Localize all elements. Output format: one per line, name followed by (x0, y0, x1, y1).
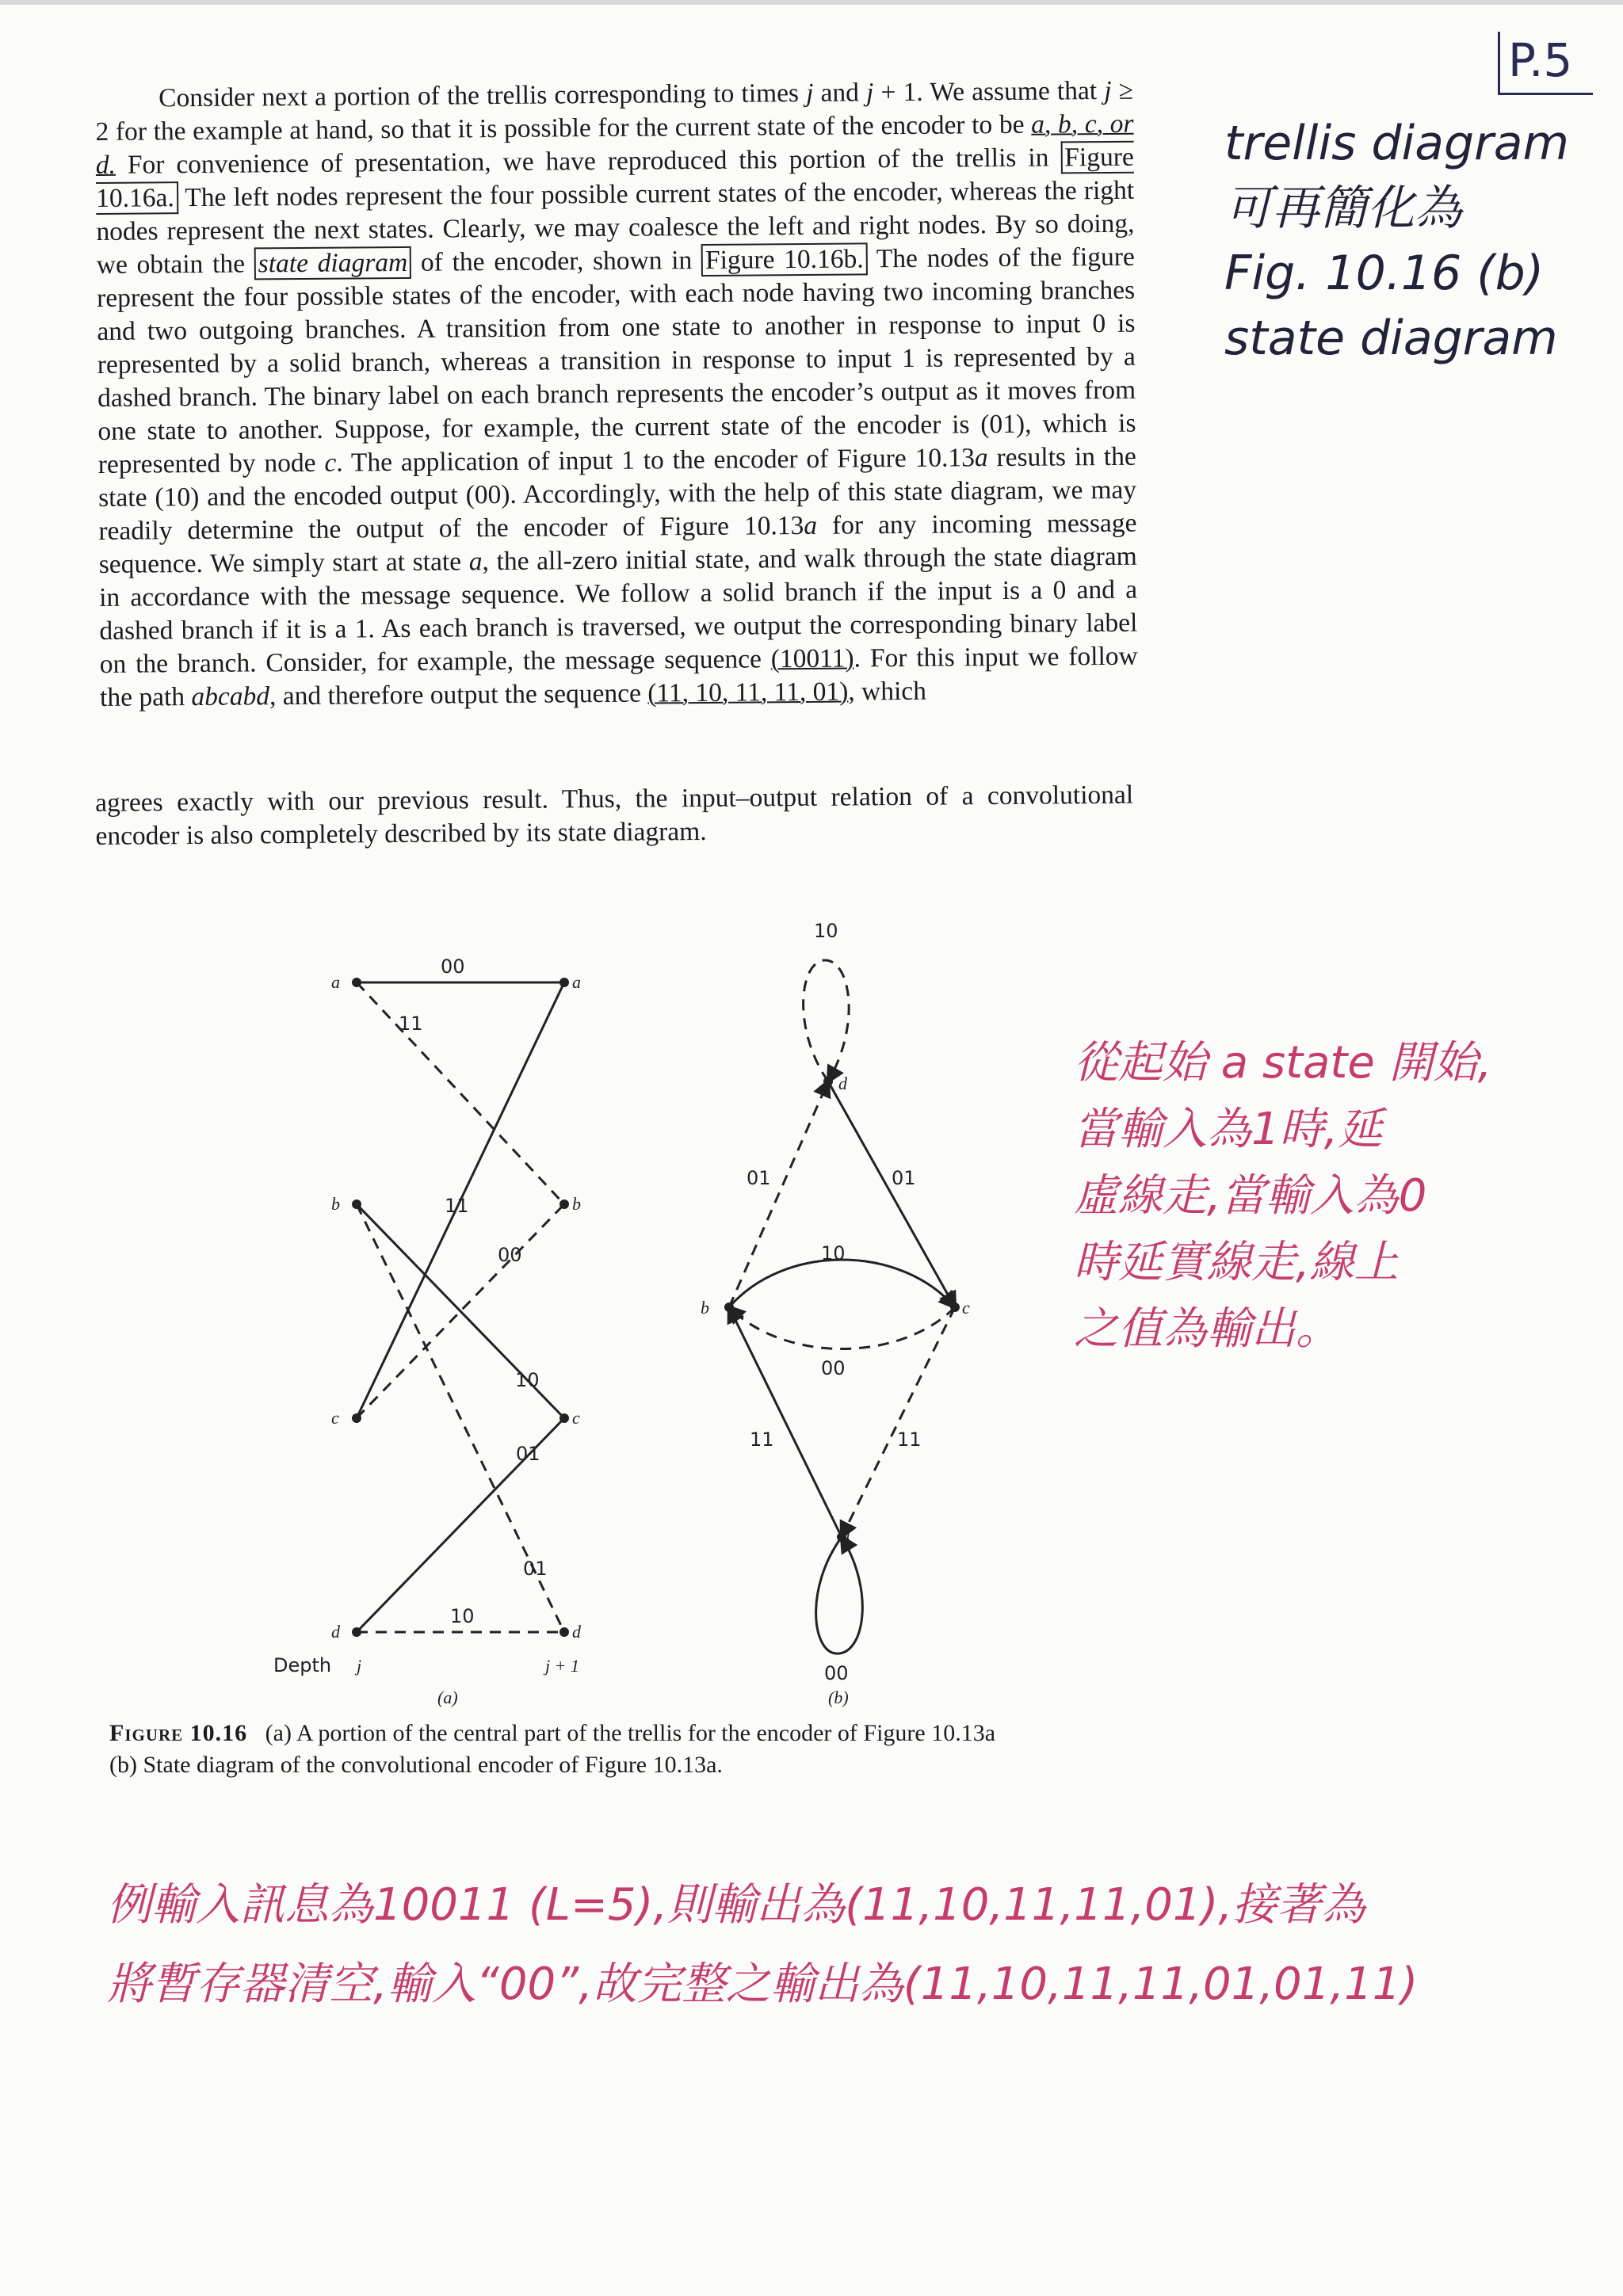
pink-note-line: 當輸入為1時,延 (1074, 1104, 1383, 1155)
trellis-right-label-d: d (572, 1622, 581, 1642)
state-node-b (724, 1302, 734, 1312)
trellis-edge-label: 01 (523, 1558, 548, 1580)
state-edge-label: 00 (824, 1662, 849, 1684)
message-sequence: (10011) (770, 643, 854, 674)
state-diagram-term: state diagram (254, 246, 412, 280)
trellis-node-right-c (559, 1413, 569, 1423)
trellis-edge-label: 11 (445, 1195, 469, 1217)
trellis-right-label-c: c (572, 1408, 580, 1428)
trellis-edge-label: 10 (450, 1605, 475, 1627)
state-edge-c-a (842, 1307, 955, 1537)
figure-10-16 (0, 911, 1623, 1711)
state-edge-label: 00 (821, 1357, 846, 1379)
trellis-left-label-b: b (331, 1194, 340, 1214)
state-label-d: d (838, 1074, 847, 1093)
state-edge-label: 10 (814, 920, 838, 942)
trellis-node-left-a (352, 978, 361, 987)
trellis-j-label: j (357, 1656, 362, 1676)
trellis-edge-label: 00 (441, 955, 465, 978)
caption-line-1: Figure 10.16 (a) A portion of the central part of the trellis for the encoder of Figure 10.13a (109, 1720, 996, 1746)
figure-ref-a: Figure 10.16a. (96, 142, 1134, 213)
pink-note-line: 從起始 a state 開始, (1074, 1037, 1492, 1089)
pink-note-line: 將暫存器清空,輸入“00”,故完整之輸出為(11,10,11,11,01,01,11) (107, 1958, 1419, 2010)
paragraph-2: agrees exactly with our previous result. Thus, the input–output relation of a convolutional encoder is also completely described by its state diagram. (95, 780, 1134, 851)
state-node-d (823, 1077, 833, 1086)
trellis-right-label-a: a (572, 972, 581, 992)
top-rule (0, 0, 1623, 5)
trellis-edge-label: 00 (498, 1244, 522, 1266)
blue-note-line: 可再簡化為 (1224, 181, 1462, 236)
blue-note-line: Fig. 10.16 (b) (1224, 246, 1545, 301)
paragraph-1: Consider next a portion of the trellis corresponding to times j and j + 1. We assume that j ≥ 2 for the example at hand, so that it is possible for the current state of the encoder to be a, b, c, or d. For convenience of presentation, we have reproduced this portion of the trellis in Figure 10.16a. The left nodes represent the four possible current states of the encoder, whereas the right nodes represent the next states. Clearly, we may coalesce the left and right nodes. By so doing, we obtain the state diagram of the encoder, shown in Figure 10.16b. The nodes of the figure represent the four possible states of the encoder, with each node having two incoming branches and two outgoing branches. A transition from one state to another in response to input 0 is represented by a solid branch, whereas a transition in response to input 1 is represented by a dashed branch. The binary label on each branch represents the encoder’s output as it moves from one state to another. Suppose, for example, the current state of the encoder is (01), which is represented by node c. The application of input 1 to the encoder of Figure 10.13a results in the state (10) and the encoded output (00). Accordingly, with the help of this state diagram, we may readily determine the output of the encoder of Figure 10.13a for any incoming message sequence. We simply start at state a, the all-zero initial state, and walk through the state diagram in accordance with the message sequence. We follow a solid branch if the input is a 0 and a dashed branch if it is a 1. As each branch is traversed, we output the corresponding binary label on the branch. Consider, for example, the message sequence (10011). For this input we follow the path abcabd, and therefore output the sequence (11, 10, 11, 11, 01), which (95, 75, 1138, 712)
handwritten-pink-note-bottom (107, 1866, 1597, 2024)
trellis-left-label-c: c (331, 1408, 339, 1428)
trellis-node-left-b (352, 1199, 361, 1209)
output-sequence: (11, 10, 11, 11, 01) (647, 677, 849, 708)
state-edge-d-d (804, 960, 850, 1081)
trellis-right-label-b: b (572, 1194, 581, 1214)
page-number: P.5 (1498, 32, 1593, 95)
pink-note-line: 時延實線走,線上 (1074, 1237, 1399, 1288)
state-diagram (729, 960, 955, 1653)
state-label-b: b (701, 1298, 709, 1318)
state-edge-b-c (729, 1260, 955, 1307)
state-edge-d-c (828, 1081, 955, 1307)
state-edge-label: 01 (747, 1167, 771, 1189)
state-edge-a-b (729, 1307, 842, 1537)
handwritten-blue-note (1224, 111, 1605, 371)
pink-note-line: 例輸入訊息為10011 (L=5),則輸出為(11,10,11,11,01),接著為 (107, 1879, 1366, 1931)
trellis-depth-label: Depth (273, 1654, 332, 1676)
trellis-edge-label: 10 (515, 1369, 540, 1391)
trellis-node-left-c (352, 1413, 361, 1423)
state-edge-label: 11 (897, 1428, 922, 1451)
trellis-nodes (352, 978, 569, 1637)
state-edge-c-b (729, 1307, 955, 1349)
state-edge-a-a (816, 1537, 863, 1653)
state-edge-label: 11 (750, 1428, 774, 1451)
state-label-c: c (962, 1298, 970, 1318)
trellis-node-right-a (559, 978, 569, 987)
state-edge-label: 10 (821, 1242, 846, 1264)
figure-ref-b: Figure 10.16b. (701, 242, 868, 277)
trellis-node-left-d (352, 1627, 361, 1637)
figure-caption (109, 1718, 1155, 1781)
caption-label: Figure 10.16 (109, 1720, 248, 1746)
state-sublabel: (b) (828, 1688, 849, 1707)
state-label-a: a (842, 1524, 850, 1543)
trellis-edge-label: 01 (516, 1443, 540, 1465)
trellis-left-label-d: d (331, 1622, 340, 1642)
trellis-edge-label: 11 (399, 1013, 423, 1035)
trellis-j1-label: j + 1 (545, 1656, 579, 1676)
trellis-node-right-b (559, 1199, 569, 1209)
blue-note-line: state diagram (1224, 311, 1558, 366)
trellis-diagram (357, 982, 564, 1632)
pink-note-line: 虛線走,當輸入為0 (1074, 1170, 1427, 1222)
state-edge-label: 01 (892, 1167, 916, 1189)
trellis-sublabel: (a) (437, 1688, 458, 1707)
trellis-edge-a-b (357, 982, 564, 1204)
trellis-node-right-d (559, 1627, 569, 1637)
caption-line-2: (b) State diagram of the convolutional encoder of Figure 10.13a. (109, 1752, 723, 1778)
blue-note-line: trellis diagram (1224, 116, 1569, 171)
pink-note-line: 之值為輸出。 (1074, 1303, 1340, 1355)
state-nodes (724, 1077, 960, 1542)
trellis-left-label-a: a (331, 972, 340, 992)
state-node-c (950, 1302, 960, 1312)
